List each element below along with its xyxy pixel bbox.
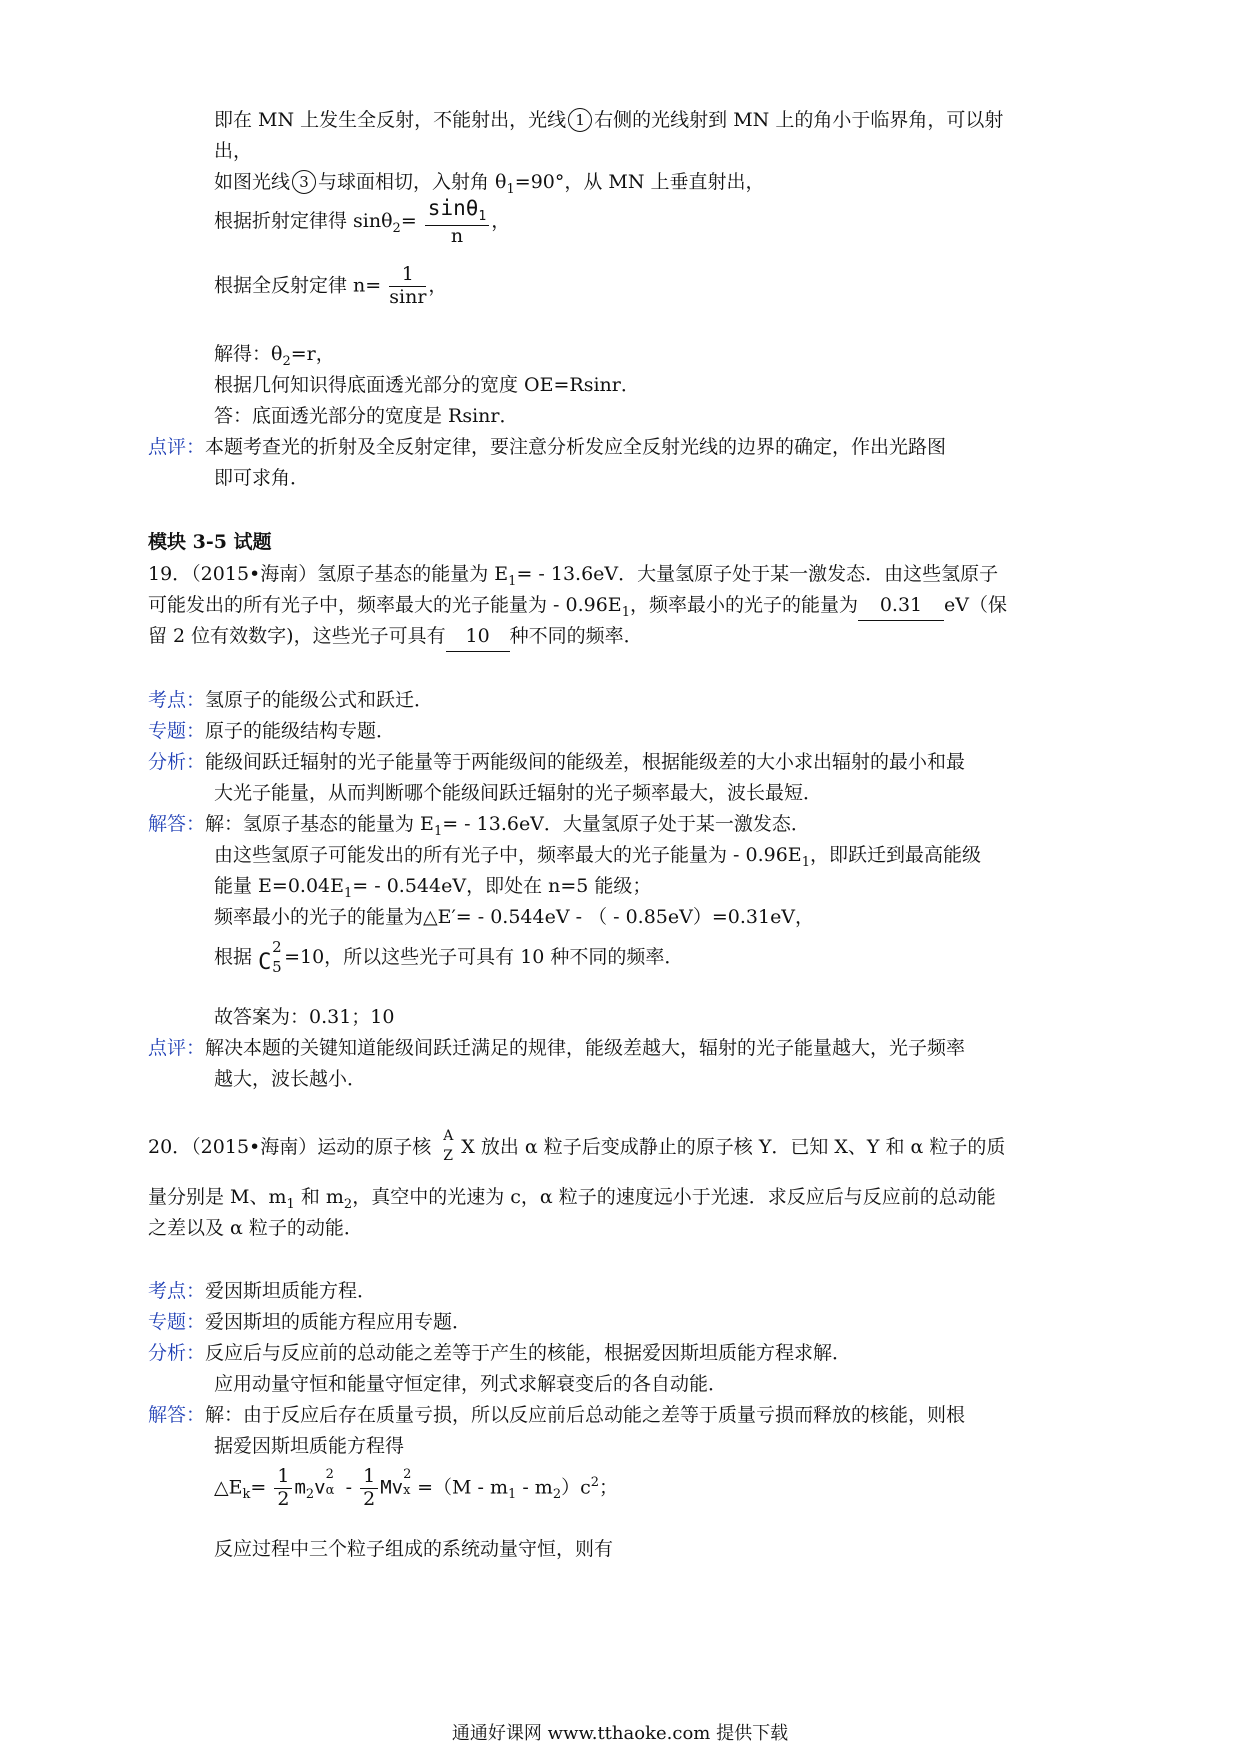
text-line: 之差以及 α 粒子的动能．	[148, 1217, 363, 1239]
fraction: $\frac{1}{2}$	[360, 1466, 378, 1511]
section-title: 模块 3-5 试题	[148, 531, 272, 553]
circled-number: 1	[568, 108, 592, 132]
formula-line: 根据全反射定律 n= $\frac{1}{\sin r}$ ，	[214, 263, 448, 308]
fraction: $\frac{\sin\theta_1}{n}$	[425, 196, 489, 248]
fenxi-label: 分析：	[148, 751, 206, 773]
isotope-notation: A Z	[443, 1128, 454, 1164]
text-line: 即可求角．	[214, 467, 310, 489]
kaodian-row: 考点：氢原子的能级公式和跃迁．	[148, 689, 434, 711]
answer-blank: 0.31	[858, 591, 944, 621]
circled-number: 3	[292, 170, 316, 194]
kaodian-label: 考点：	[148, 1280, 206, 1302]
energy-equation: $\triangle E_k=$ $\frac{1}{2}$ $m_2v$ 2 α - $\frac{1}{2}$ Mv 2 x $=(M - m_1 - m_2)c^2$；	[214, 1465, 619, 1510]
jieda-row: 解答：解：由于反应后存在质量亏损，所以反应前后总动能之差等于质量亏损而释放的核能，则根	[148, 1404, 966, 1426]
jieda-label: 解答：	[148, 813, 206, 835]
question-20: 20．（2015•海南）运动的原子核 A Z X 放出 α 粒子后变成静止的原子核 Y．已知 X、Y 和 α 粒子的质	[148, 1128, 1005, 1168]
text-line: 应用动量守恒和能量守恒定律，列式求解衰变后的各自动能．	[214, 1373, 728, 1395]
question-19: 19．（2015•海南）氢原子基态的能量为 $E_1= - 13.6eV$．大量氢原子处于某一激发态．由这些氢原子	[148, 563, 999, 589]
text-line: 可能发出的所有光子中，频率最大的光子能量为 - $0.96E_1$，频率最小的光子的能量为 0.31 eV（保	[148, 591, 1007, 622]
jieda-label: 解答：	[148, 1404, 206, 1426]
text-line: 根据几何知识得底面透光部分的宽度 OE=Rsinr．	[214, 374, 640, 396]
text-line: 大光子能量，从而判断哪个能级间跃迁辐射的光子频率最大，波长最短．	[214, 782, 823, 804]
text-line: 即在 MN 上发生全反射，不能射出，光线 1 右侧的光线射到 MN 上的角小于临界角，可以射	[214, 109, 1004, 131]
text-line: 反应过程中三个粒子组成的系统动量守恒，则有	[214, 1538, 614, 1560]
text-line: 故答案为：0.31；10	[214, 1006, 395, 1028]
dianping-label: 点评：	[148, 436, 206, 458]
text-line: 能量 $E=0.04E_1= - 0.544eV$，即处在 n=5 能级；	[214, 875, 652, 901]
kaodian-row: 考点：爱因斯坦质能方程．	[148, 1280, 377, 1302]
text-line: 留 2 位有效数字)，这些光子可具有 10 种不同的频率．	[148, 622, 643, 652]
text-line: 解得：$\theta_2=r$，	[214, 343, 335, 369]
text-line: 频率最小的光子的能量为△E′= - 0.544eV - （ - 0.85eV）=0.31eV，	[214, 906, 815, 928]
answer-blank: 10	[446, 622, 510, 652]
comment-block: 点评：解决本题的关键知道能级间跃迁满足的规律，能级差越大，辐射的光子能量越大，光子频率	[148, 1037, 966, 1059]
fenxi-label: 分析：	[148, 1342, 206, 1364]
text-line: 答：底面透光部分的宽度是 Rsinr．	[214, 405, 519, 427]
combination-symbol: C 2 5	[258, 938, 282, 976]
fraction: $\frac{1}{2}$	[274, 1466, 292, 1511]
fraction: $\frac{1}{\sin r}$	[389, 263, 427, 308]
zhuanti-row: 专题：原子的能级结构专题．	[148, 720, 396, 742]
text-line: 越大，波长越小．	[214, 1068, 367, 1090]
dianping-label: 点评：	[148, 1037, 206, 1059]
zhuanti-label: 专题：	[148, 720, 206, 742]
fenxi-row: 分析：能级间跃迁辐射的光子能量等于两能级间的能级差，根据能级差的大小求出辐射的最小和最	[148, 751, 966, 773]
text-line: 据爱因斯坦质能方程得	[214, 1435, 405, 1457]
formula-line: 根据 C 2 5 =10，所以这些光子可具有 10 种不同的频率．	[214, 938, 684, 976]
zhuanti-row: 专题：爱因斯坦的质能方程应用专题．	[148, 1311, 472, 1333]
kaodian-label: 考点：	[148, 689, 206, 711]
page-footer: 通通好课网 www.tthaoke.com 提供下载	[451, 1723, 789, 1744]
formula-line: 根据折射定律得 sinθ$_2$= $\frac{\sin\theta_1}{n}$ ，	[214, 196, 511, 248]
jieda-row: 解答：解：氢原子基态的能量为 $E_1= - 13.6eV$．大量氢原子处于某一激发态．	[148, 813, 810, 839]
text-line: 如图光线 3 与球面相切，入射角 $\theta_1=90^\circ$，从 MN 上垂直射出，	[214, 171, 765, 197]
text-line: 出，	[214, 140, 253, 162]
text-line: 量分别是 M、$m_1$ 和 $m_2$，真空中的光速为 c，α 粒子的速度远小于光速．求反应后与反应前的总动能	[148, 1186, 996, 1212]
comment-block: 点评：本题考查光的折射及全反射定律，要注意分析发应全反射光线的边界的确定，作出光路图	[148, 436, 947, 458]
zhuanti-label: 专题：	[148, 1311, 206, 1333]
fenxi-row: 分析：反应后与反应前的总动能之差等于产生的核能，根据爱因斯坦质能方程求解．	[148, 1342, 852, 1364]
text-line: 由这些氢原子可能发出的所有光子中，频率最大的光子能量为 - $0.96E_1$，即跃迁到最高能级	[214, 844, 981, 870]
